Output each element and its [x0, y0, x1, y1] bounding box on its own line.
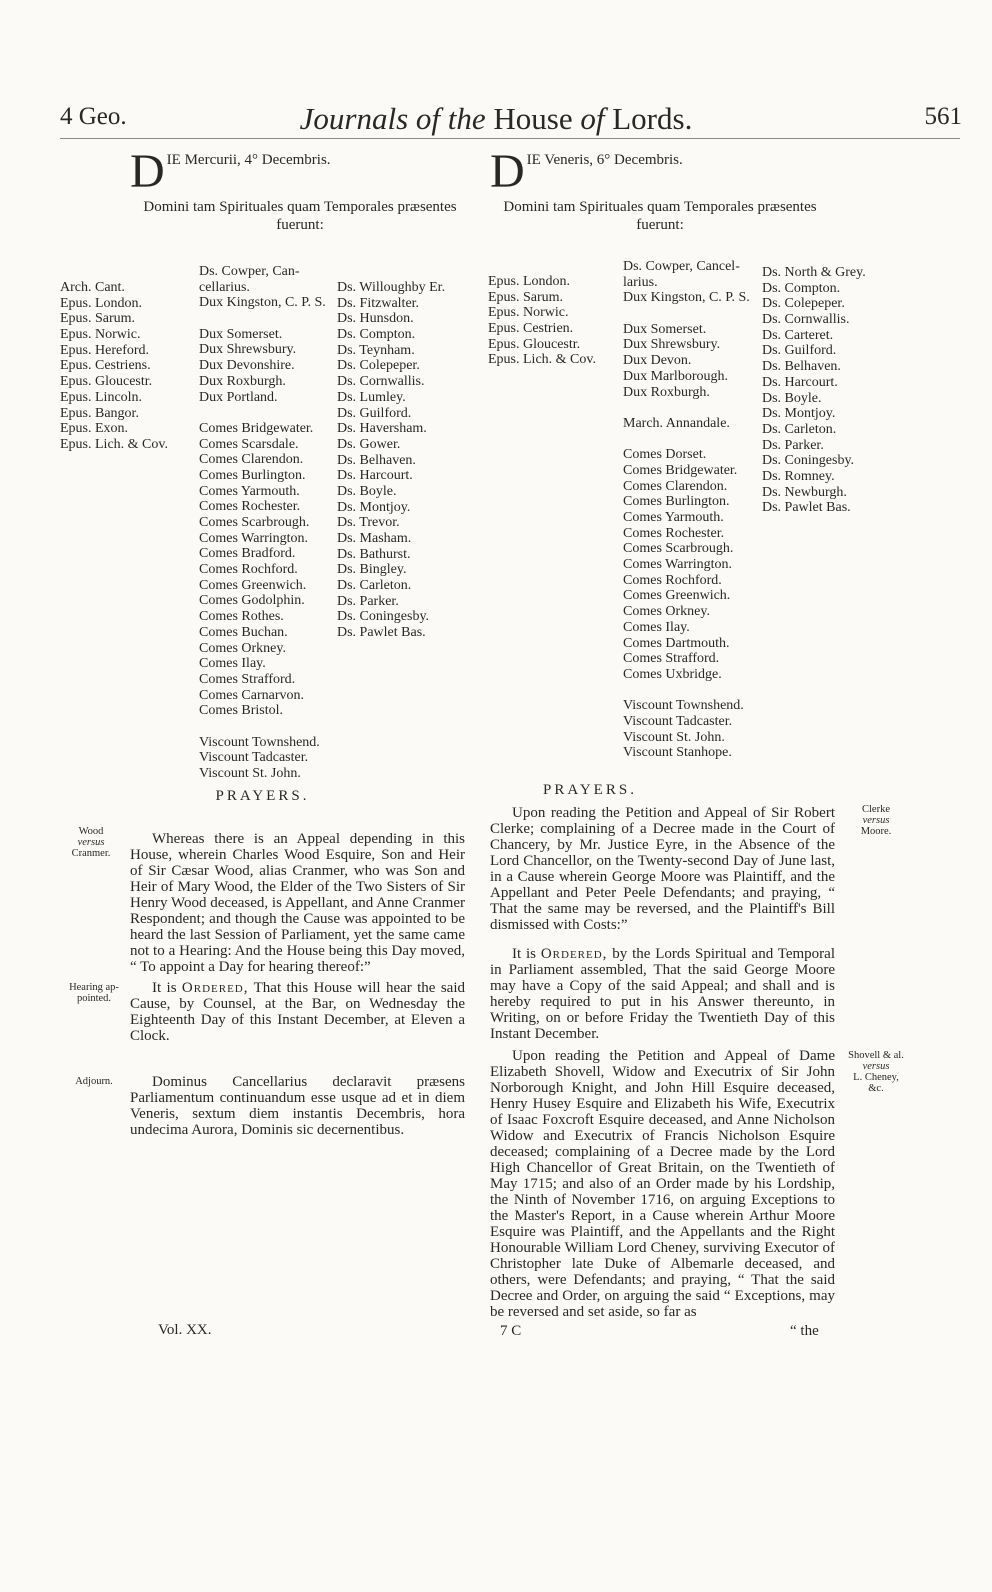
date-text: IE Veneris, 6° Decembris. [526, 152, 683, 168]
order-lead: It is [152, 980, 177, 996]
page-number: 561 [924, 103, 962, 130]
attendance-name: Comes Bradford. [199, 546, 296, 562]
attendance-name: Ds. Parker. [762, 437, 824, 453]
attendance-name: Dux Kingston, C. P. S. [623, 290, 750, 306]
attendance-name: Comes Warrington. [199, 530, 309, 546]
margin-note-wood-cranmer [62, 826, 120, 859]
margin-line: Hearing ap- [69, 982, 119, 993]
right-prayers-heading: PRAYERS. [543, 782, 637, 798]
attendance-name: Dux Roxburgh. [623, 384, 710, 400]
attendance-name: Comes Dartmouth. [623, 635, 730, 651]
header-rule [60, 138, 960, 139]
left-paragraph-appeal-wood: Whereas there is an Appeal depending in this House, wherein Charles Wood Esquire, Son and Heir of Sir Cæsar Wood, alias Cranmer, who was Son and Heir of Mary Wood, the Elder of the Two Sisters of Sir Henry Wood deceased, is Appellant, and Anne Cranmer Respondent; and though the Cause was appointed to be heard the last Session of Parliament, yet the same came not to a Hearing: And the House being this Day moved, “ To appoint a Day for hearing thereof:” [130, 831, 465, 975]
margin-line: Wood [78, 826, 104, 837]
title-word: the [447, 101, 486, 136]
attendance-name: Epus. Hereford. [60, 342, 150, 358]
attendance-name: Ds. Teynham. [337, 342, 415, 358]
ordered-word: Ordered, [540, 946, 608, 962]
attendance-name: Comes Rochester. [199, 499, 301, 515]
right-paragraph-appeal-shovell: Upon reading the Petition and Appeal of Dame Elizabeth Shovell, Widow and Executrix of Sir John Norborough Knight, and John Hill Esquire deceased, Henry Husey Esquire and Elizabeth his Wife, Executrix of Isaac Foxcroft Esquire deceased, and Anne Nicholson Widow and Executrix of Francis Nicholson Esquire deceased; complaining of a Decree made by the Lord High Chancellor of Great Britain, on the Twentieth of May 1715; and also of an Order made by his Lordship, the Ninth of November 1716, on arguing Exceptions to the Master's Report, in a Cause wherein Arthur Moore Esquire was Plaintiff, and the Appellants and the Right Honourable William Lord Cheney, surviving Executor of Christopher late Duke of Albemarle deceased, and others, were Defendants; and praying, “ That the said Decree and Order, on arguing the said “ Exceptions, may be reversed and set aside, so far as [490, 1048, 835, 1320]
attendance-name: Comes Uxbridge. [623, 666, 722, 682]
attendance-name: Comes Greenwich. [199, 577, 307, 593]
attendance-name: Dux Devon. [623, 353, 692, 369]
attendance-name: Viscount St. John. [199, 766, 301, 781]
attendance-name: March. Annandale. [623, 415, 730, 431]
attendance-name: Ds. Cornwallis. [337, 374, 425, 390]
attendance-name: Ds. Cowper, Can- [199, 264, 300, 279]
attendance-name: Dux Somerset. [623, 321, 707, 337]
date-text: IE Mercurii, 4° Decembris. [166, 152, 331, 168]
attendance-name: Comes Clarendon. [199, 452, 304, 468]
drop-cap: D [490, 145, 525, 198]
attendance-name: Ds. Bathurst. [337, 546, 411, 562]
attendance-name: Dux Portland. [199, 389, 278, 405]
attendance-name: Dux Roxburgh. [199, 373, 286, 389]
attendance-name: Comes Burlington. [199, 467, 306, 483]
left-bishops-list [60, 280, 168, 453]
attendance-name: Comes Burlington. [623, 494, 730, 510]
attendance-name: Ds. Coningesby. [337, 609, 430, 625]
margin-note-hearing [62, 982, 126, 1004]
attendance-name: Ds. Fitzwalter. [337, 295, 420, 311]
attendance-name [623, 683, 750, 699]
attendance-name: Ds. Carteret. [762, 327, 834, 343]
running-head-regnal-year: 4 Geo. [60, 103, 127, 130]
attendance-name: Ds. Parker. [337, 593, 399, 609]
catchword: “ the [790, 1323, 819, 1339]
volume-footer: Vol. XX. [158, 1322, 212, 1338]
attendance-name: Ds. Haversham. [337, 421, 427, 437]
attendance-name [199, 405, 326, 421]
attendance-name: Ds. Pawlet Bas. [337, 625, 426, 641]
left-prayers-heading: PRAYERS. [215, 788, 310, 804]
attendance-name: Epus. Cestriens. [60, 358, 151, 374]
attendance-name: Ds. Compton. [337, 327, 416, 343]
attendance-name: Viscount Tadcaster. [623, 713, 733, 729]
attendance-name: Comes Strafford. [199, 671, 296, 687]
attendance-name: Epus. Sarum. [488, 289, 564, 305]
attendance-name: Epus. Exon. [60, 421, 129, 437]
attendance-name: Epus. Sarum. [60, 311, 136, 327]
attendance-name: Ds. Boyle. [762, 390, 822, 406]
attendance-name [623, 432, 750, 448]
title-word: Lords. [612, 101, 693, 136]
attendance-name: Ds. Boyle. [337, 483, 397, 499]
right-barons-list [762, 265, 866, 516]
attendance-name: Dux Somerset. [199, 326, 283, 342]
attendance-name: Ds. Colepeper. [337, 358, 420, 374]
attendance-name: Ds. Carleton. [762, 421, 837, 437]
margin-note-shovell-cheney [844, 1050, 908, 1094]
attendance-name: Dux Devonshire. [199, 358, 295, 374]
attendance-name: Comes Ilay. [623, 619, 690, 635]
attendance-name: Ds. Willoughby Er. [337, 280, 446, 295]
attendance-name: Dux Kingston, C. P. S. [199, 295, 326, 311]
attendance-name: Viscount Stanhope. [623, 745, 732, 761]
attendance-name: Epus. London. [60, 295, 143, 311]
attendance-name [623, 306, 750, 322]
attendance-name: Ds. Guilford. [762, 343, 837, 359]
attendance-name: Comes Dorset. [623, 447, 707, 463]
attendance-name: Ds. Newburgh. [762, 484, 847, 500]
left-barons-list [337, 280, 445, 641]
attendance-name: Comes Godolphin. [199, 593, 305, 609]
attendance-name: Ds. Romney. [762, 468, 835, 484]
drop-cap: D [130, 145, 165, 198]
left-date-heading [130, 145, 470, 198]
margin-line: versus [862, 815, 890, 826]
attendance-name: Comes Yarmouth. [623, 510, 724, 525]
attendance-name: Viscount Townshend. [623, 698, 744, 714]
attendance-name: Dux Shrewsbury. [199, 342, 297, 358]
attendance-name: Comes Strafford. [623, 651, 720, 667]
title-word: of [415, 101, 441, 136]
attendance-name: Ds. Compton. [762, 280, 841, 296]
running-head-title [0, 101, 992, 137]
margin-line: Clerke [862, 804, 890, 815]
attendance-name: Epus. Norwic. [60, 327, 141, 343]
attendance-name: Ds. Harcourt. [337, 468, 413, 484]
title-word: Journals [299, 101, 409, 136]
title-word: of [580, 101, 605, 136]
margin-line: &c. [868, 1083, 884, 1094]
attendance-name: Arch. Cant. [60, 280, 125, 295]
attendance-name: Dux Shrewsbury. [623, 337, 721, 353]
left-paragraph-ordered [130, 980, 465, 1044]
attendance-name: Comes Bridgewater. [199, 420, 314, 436]
attendance-name: Epus. Gloucestr. [60, 374, 153, 390]
right-lords-list [623, 259, 750, 761]
attendance-name: Ds. Masham. [337, 531, 412, 546]
attendance-name: Comes Yarmouth. [199, 483, 300, 499]
attendance-name: Ds. Colepeper. [762, 296, 845, 312]
attendance-name: Epus. London. [488, 274, 571, 289]
right-paragraph-ordered [490, 946, 835, 1042]
attendance-name: Ds. Trevor. [337, 515, 400, 531]
margin-line: Shovell & al. [848, 1050, 904, 1061]
margin-line: versus [862, 1061, 890, 1072]
attendance-name: Comes Warrington. [623, 557, 733, 573]
attendance-name [199, 719, 326, 735]
attendance-name: Comes Carnarvon. [199, 687, 304, 703]
order-text: by the Lords Spiritual and Temporal in Parliament assembled, That the said George Moore may have a Copy of the said Appeal; and shall and is hereby required to put in his Answer thereunto, in Writing, on or before Friday the Twentieth Day of this Instant December. [490, 946, 836, 1042]
attendance-name: Epus. Lich. & Cov. [60, 436, 168, 452]
attendance-name: Comes Ilay. [199, 656, 266, 672]
attendance-name: Ds. Gower. [337, 436, 401, 452]
attendance-name: Viscount Tadcaster. [199, 750, 309, 766]
attendance-name: Ds. Bingley. [337, 562, 407, 578]
attendance-name: Ds. North & Grey. [762, 265, 866, 280]
attendance-name: larius. [623, 274, 658, 290]
attendance-name: Comes Scarbrough. [199, 515, 310, 530]
attendance-name [623, 400, 750, 416]
attendance-name: Epus. Norwic. [488, 305, 569, 321]
attendance-name: Ds. Carleton. [337, 578, 412, 594]
margin-line: versus [77, 837, 105, 848]
margin-note-clerke-moore [844, 804, 908, 837]
attendance-name: Comes Orkney. [623, 604, 710, 620]
attendance-name: Comes Orkney. [199, 640, 286, 656]
left-lords-list [199, 264, 326, 782]
attendance-name: Ds. Coningesby. [762, 453, 855, 469]
attendance-name: Ds. Belhaven. [337, 452, 416, 468]
attendance-name: Comes Scarbrough. [623, 541, 734, 557]
attendance-name: Ds. Montjoy. [337, 499, 411, 515]
margin-line: Moore. [860, 826, 892, 837]
attendance-name: Comes Greenwich. [623, 588, 731, 604]
attendance-name: Comes Buchan. [199, 624, 288, 640]
right-present-heading: Domini tam Spirituales quam Temporales præsentes fuerunt: [503, 199, 817, 233]
attendance-name: Epus. Lincoln. [60, 389, 143, 405]
margin-line: Cranmer. [71, 848, 111, 859]
ordered-word: Ordered, [181, 980, 249, 996]
attendance-name: Epus. Gloucestr. [488, 336, 581, 352]
order-text: That this House will hear the said Cause, by Counsel, at the Bar, on Wednesday the Eighteenth Day of this Instant December, at Eleven a Clock. [130, 980, 465, 1044]
margin-line: L. Cheney, [853, 1072, 899, 1083]
attendance-name: Epus. Bangor. [60, 405, 139, 421]
attendance-name: Ds. Guilford. [337, 405, 412, 421]
attendance-name: Ds. Lumley. [337, 389, 406, 405]
attendance-name: Comes Rochford. [199, 562, 298, 578]
attendance-name: Ds. Cornwallis. [762, 312, 850, 328]
attendance-name: Comes Clarendon. [623, 478, 728, 494]
attendance-name: Viscount Townshend. [199, 734, 320, 750]
signature-mark: 7 C [500, 1323, 522, 1339]
attendance-name: Comes Rochester. [623, 525, 725, 541]
attendance-name: Epus. Cestrien. [488, 321, 574, 337]
attendance-name: Ds. Hunsdon. [337, 311, 414, 327]
right-date-heading [490, 145, 830, 198]
right-paragraph-appeal-clerke: Upon reading the Petition and Appeal of Sir Robert Clerke; complaining of a Decree made in the Court of Chancery, by Mr. Justice Eyre, in the Absence of the Lord Chancellor, on the Twenty-second Day of June last, in a Cause wherein George Moore was Plaintiff, and the Appellant and Peter Peele Defendants; and praying, “ That the same may be reversed, and the Plaintiff's Bill dismissed with Costs:” [490, 805, 835, 933]
attendance-name: Ds. Belhaven. [762, 359, 841, 375]
attendance-name: Comes Bridgewater. [623, 462, 738, 478]
attendance-name: Ds. Cowper, Cancel- [623, 259, 740, 274]
title-word: House [493, 101, 573, 136]
right-bishops-list [488, 274, 596, 368]
attendance-name: Ds. Harcourt. [762, 374, 838, 390]
attendance-name: Comes Rothes. [199, 609, 284, 625]
order-lead: It is [512, 946, 536, 962]
margin-note-adjourn: Adjourn. [75, 1076, 113, 1087]
attendance-name [199, 311, 326, 327]
attendance-name: Dux Marlborough. [623, 368, 728, 384]
attendance-name: Viscount St. John. [623, 729, 725, 745]
attendance-name: Ds. Montjoy. [762, 406, 836, 422]
left-present-heading: Domini tam Spirituales quam Temporales præsentes fuerunt: [143, 199, 457, 233]
left-paragraph-adjournment: Dominus Cancellarius declaravit præsens Parliamentum continuandum esse usque ad et in diem Veneris, sextum diem instantis Decembris, hora undecima Aurora, Dominis sic decernentibus. [130, 1074, 465, 1138]
attendance-name: Ds. Pawlet Bas. [762, 500, 851, 516]
attendance-name: Epus. Lich. & Cov. [488, 352, 596, 368]
attendance-name: Comes Bristol. [199, 703, 284, 719]
attendance-name: Comes Scarsdale. [199, 436, 299, 452]
attendance-name: Comes Rochford. [623, 572, 722, 588]
attendance-name: cellarius. [199, 279, 250, 295]
margin-line: pointed. [76, 993, 112, 1004]
